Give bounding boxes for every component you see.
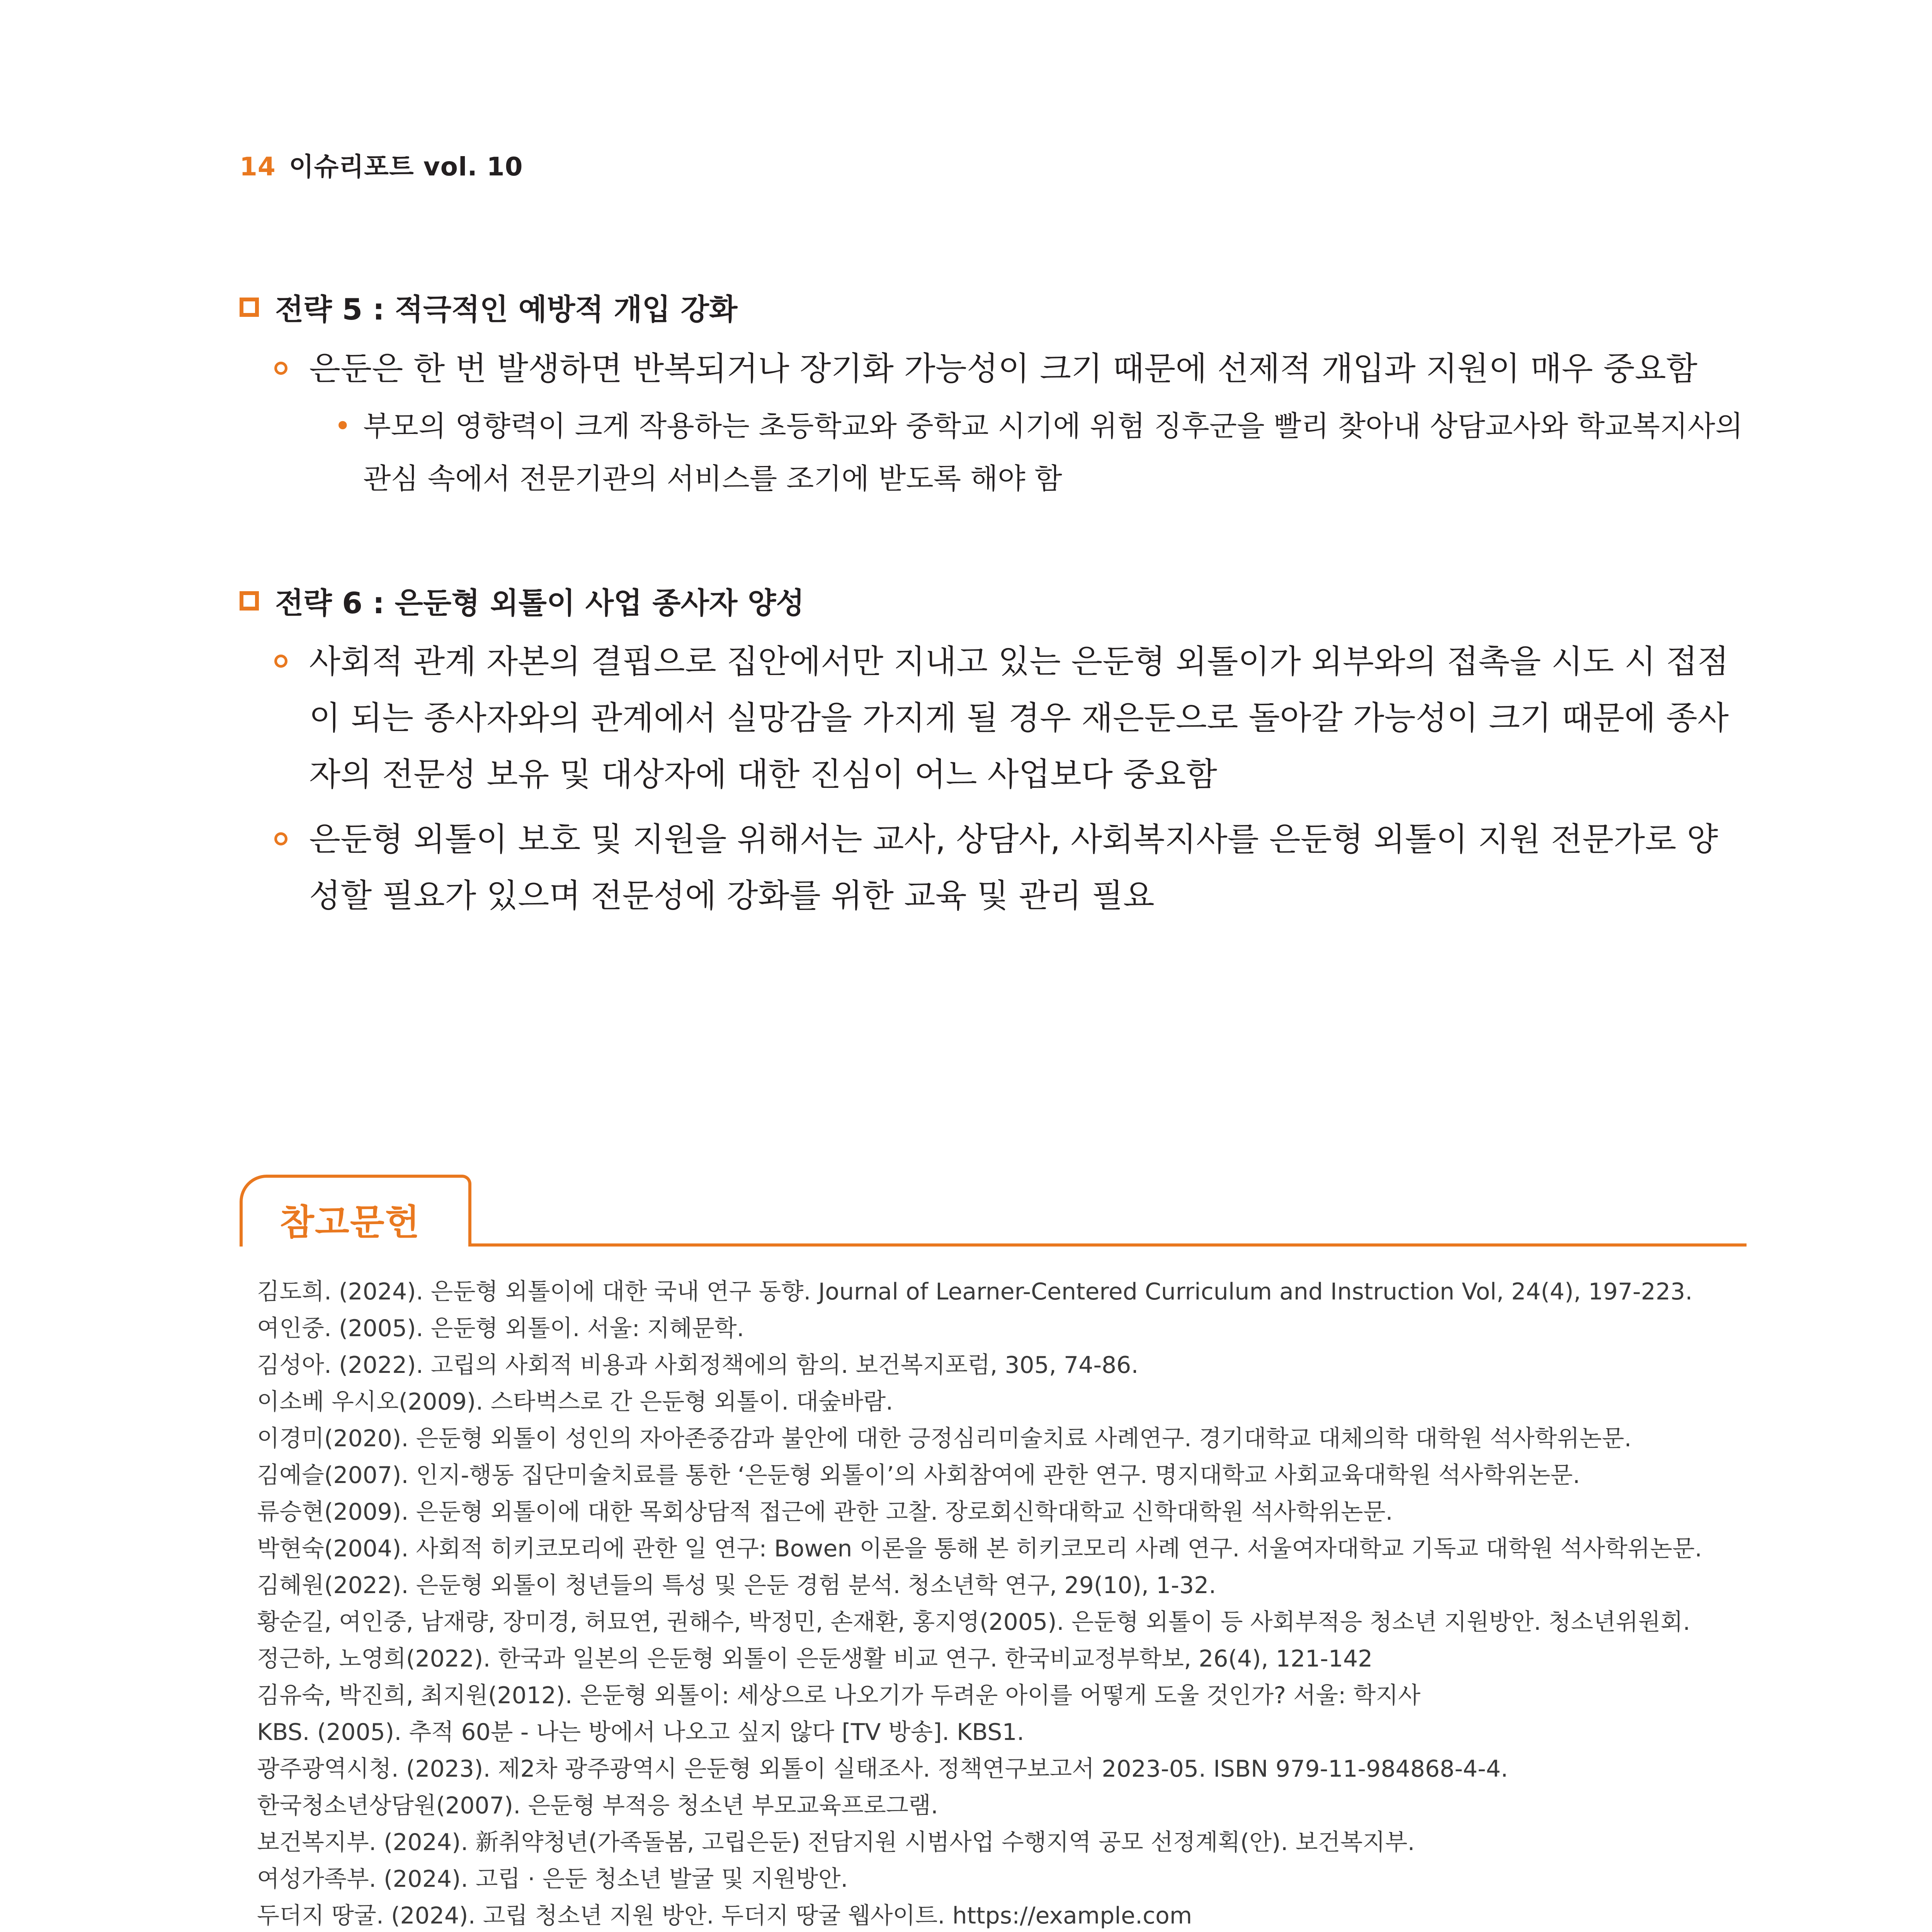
reference-item: 이소베 우시오(2009). 스타벅스로 간 은둔형 외톨이. 대숲바람. bbox=[257, 1388, 893, 1415]
circle-bullet-icon bbox=[274, 362, 287, 375]
reference-item: 보건복지부. (2024). 新취약청년(가족돌봄, 고립은둔) 전담지원 시범사업 수행지역 공모 선정계획(안). 보건복지부. bbox=[257, 1829, 1415, 1856]
strategy-5-title: 전략 5 : 적극적인 예방적 개입 강화 bbox=[275, 292, 738, 327]
bullet-text: 사회적 관계 자본의 결핍으로 집안에서만 지내고 있는 은둔형 외톨이가 외부와의 접촉을 시도 시 접점이 되는 종사자와의 관계에서 실망감을 가지게 될 경우 재은둔으로 돌아갈 가능성이 크기 때문에 종사자의 전문성 보유 및 대상자에 대한 진심이 어느 사업보다 중요함 bbox=[309, 643, 1729, 793]
reference-item: 김혜원(2022). 은둔형 외톨이 청년들의 특성 및 은둔 경험 분석. 청소년학 연구, 29(10), 1-32. bbox=[257, 1572, 1216, 1599]
reference-item: KBS. (2005). 추적 60분 - 나는 방에서 나오고 싶지 않다 [TV 방송]. KBS1. bbox=[257, 1719, 1024, 1746]
strategy-5-section bbox=[240, 286, 1747, 505]
references-title: 참고문헌 bbox=[280, 1202, 420, 1243]
reference-list bbox=[257, 1274, 1747, 1932]
square-bullet-icon bbox=[240, 591, 259, 611]
page-header bbox=[240, 146, 523, 183]
strategy-5-heading bbox=[240, 286, 1747, 328]
reference-item: 황순길, 여인중, 남재량, 장미경, 허묘연, 권해수, 박정민, 손재환, 홍지영(2005). 은둔형 외톨이 등 사회부적응 청소년 지원방안. 청소년위원회. bbox=[257, 1609, 1690, 1636]
strategy-6-heading bbox=[240, 580, 1747, 622]
reference-item: 여성가족부. (2024). 고립 · 은둔 청소년 발굴 및 지원방안. bbox=[257, 1866, 848, 1893]
reference-item: 김예슬(2007). 인지-행동 집단미술치료를 통한 ‘은둔형 외톨이’의 사회참여에 관한 연구. 명지대학교 사회교육대학원 석사학위논문. bbox=[257, 1462, 1580, 1489]
reference-item: 정근하, 노영희(2022). 한국과 일본의 은둔형 외톨이 은둔생활 비교 연구. 한국비교정부학보, 26(4), 121-142 bbox=[257, 1645, 1373, 1672]
list-item bbox=[240, 633, 1747, 803]
reference-item: 김도희. (2024). 은둔형 외톨이에 대한 국내 연구 동향. Journal of Learner-Centered Curriculum and Instruction Vol, 24(4), 197-223. bbox=[257, 1278, 1693, 1305]
reference-item: 김성아. (2022). 고립의 사회적 비용과 사회정책에의 함의. 보건복지포럼, 305, 74-86. bbox=[257, 1352, 1139, 1379]
list-item bbox=[240, 811, 1747, 924]
bullet-text: 은둔형 외톨이 보호 및 지원을 위해서는 교사, 상담사, 사회복지사를 은둔형 외톨이 지원 전문가로 양성할 필요가 있으며 전문성에 강화를 위한 교육 및 관리 필요 bbox=[309, 820, 1718, 915]
reference-item: 두더지 땅굴. (2024). 고립 청소년 지원 방안. 두더지 땅굴 웹사이트. https://example.com bbox=[257, 1902, 1192, 1929]
page-number: 14 bbox=[240, 152, 276, 182]
reference-item: 박현숙(2004). 사회적 히키코모리에 관한 일 연구: Bowen 이론을 통해 본 히키코모리 사례 연구. 서울여자대학교 기독교 대학원 석사학위논문. bbox=[257, 1535, 1702, 1562]
strategy-6-title: 전략 6 : 은둔형 외톨이 사업 종사자 양성 bbox=[275, 586, 804, 620]
list-item bbox=[240, 340, 1747, 397]
reference-item: 이경미(2020). 은둔형 외톨이 성인의 자아존중감과 불안에 대한 긍정심리미술치료 사례연구. 경기대학교 대체의학 대학원 석사학위논문. bbox=[257, 1425, 1632, 1452]
strategy-6-section bbox=[240, 580, 1747, 924]
dot-bullet-icon: • bbox=[334, 410, 351, 443]
sub-bullet-text: 부모의 영향력이 크게 작용하는 초등학교와 중학교 시기에 위험 징후군을 빨리 찾아내 상담교사와 학교복지사의 관심 속에서 전문기관의 서비스를 조기에 받도록 해야 함 bbox=[363, 410, 1743, 495]
sub-list-item bbox=[240, 400, 1747, 505]
reference-item: 여인중. (2005). 은둔형 외톨이. 서울: 지혜문학. bbox=[257, 1315, 744, 1342]
reference-item: 류승현(2009). 은둔형 외톨이에 대한 목회상담적 접근에 관한 고찰. 장로회신학대학교 신학대학원 석사학위논문. bbox=[257, 1498, 1393, 1526]
reference-item: 김유숙, 박진희, 최지원(2012). 은둔형 외톨이: 세상으로 나오기가 두려운 아이를 어떻게 도울 것인가? 서울: 학지사 bbox=[257, 1682, 1421, 1709]
publication-title: 이슈리포트 vol. 10 bbox=[289, 152, 523, 182]
bullet-text: 은둔은 한 번 발생하면 반복되거나 장기화 가능성이 크기 때문에 선제적 개입과 지원이 매우 중요함 bbox=[309, 350, 1697, 388]
reference-item: 한국청소년상담원(2007). 은둔형 부적응 청소년 부모교육프로그램. bbox=[257, 1792, 938, 1819]
divider bbox=[468, 1243, 1747, 1247]
circle-bullet-icon bbox=[274, 832, 287, 845]
square-bullet-icon bbox=[240, 298, 259, 317]
circle-bullet-icon bbox=[274, 655, 287, 668]
references-tab bbox=[240, 1175, 471, 1247]
reference-item: 광주광역시청. (2023). 제2차 광주광역시 은둔형 외톨이 실태조사. 정책연구보고서 2023-05. ISBN 979-11-984868-4-4. bbox=[257, 1755, 1508, 1782]
